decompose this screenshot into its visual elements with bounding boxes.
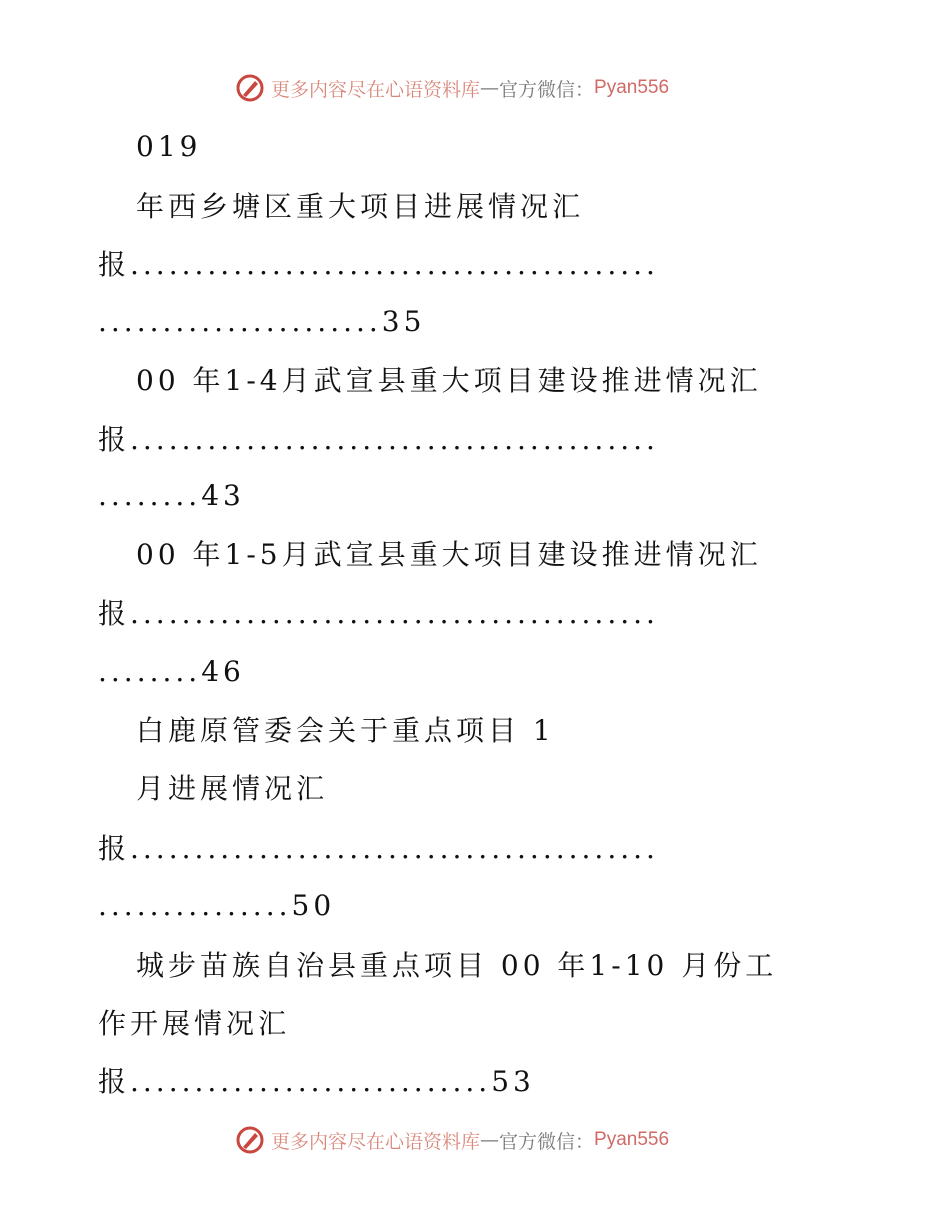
watermark-main: 更多内容尽在心语资料库 bbox=[271, 78, 481, 101]
toc-line: 报......................................... bbox=[98, 832, 659, 865]
watermark-dash: — bbox=[480, 1129, 500, 1151]
toc-line: ........43 bbox=[98, 479, 245, 512]
watermark-dash: — bbox=[480, 77, 500, 99]
watermark-id: Pyan556 bbox=[594, 77, 670, 98]
toc-line: 00 年1-5月武宣县重大项目建设推进情况汇 bbox=[136, 538, 762, 571]
toc-line: 报......................................... bbox=[98, 248, 659, 281]
toc-line: 00 年1-4月武宣县重大项目建设推进情况汇 bbox=[136, 364, 762, 397]
pen-logo-icon bbox=[235, 73, 265, 103]
toc-line: ......................35 bbox=[98, 305, 426, 338]
toc-line: ...............50 bbox=[98, 889, 336, 922]
toc-line: 作开展情况汇 bbox=[98, 1007, 291, 1040]
toc-line: 年西乡塘区重大项目进展情况汇 bbox=[136, 190, 585, 223]
toc-line: 白鹿原管委会关于重点项目 1 bbox=[136, 714, 555, 747]
toc-line: 城步苗族自治县重点项目 00 年1-10 月份工 bbox=[136, 949, 778, 982]
toc-line: 报......................................... bbox=[98, 423, 659, 456]
pen-logo-icon bbox=[235, 1125, 265, 1155]
watermark-label: 官方微信： bbox=[499, 78, 595, 101]
toc-line: 月进展情况汇 bbox=[136, 772, 329, 805]
toc-line: 报............................53 bbox=[98, 1065, 535, 1098]
watermark-main: 更多内容尽在心语资料库 bbox=[271, 1130, 481, 1153]
toc-line: 报......................................... bbox=[98, 597, 659, 630]
header-watermark bbox=[235, 73, 669, 103]
footer-watermark bbox=[235, 1125, 669, 1155]
toc-line: ........46 bbox=[98, 655, 245, 688]
toc-line: 019 bbox=[136, 130, 202, 163]
watermark-id: Pyan556 bbox=[594, 1129, 670, 1150]
watermark-label: 官方微信： bbox=[499, 1130, 595, 1153]
